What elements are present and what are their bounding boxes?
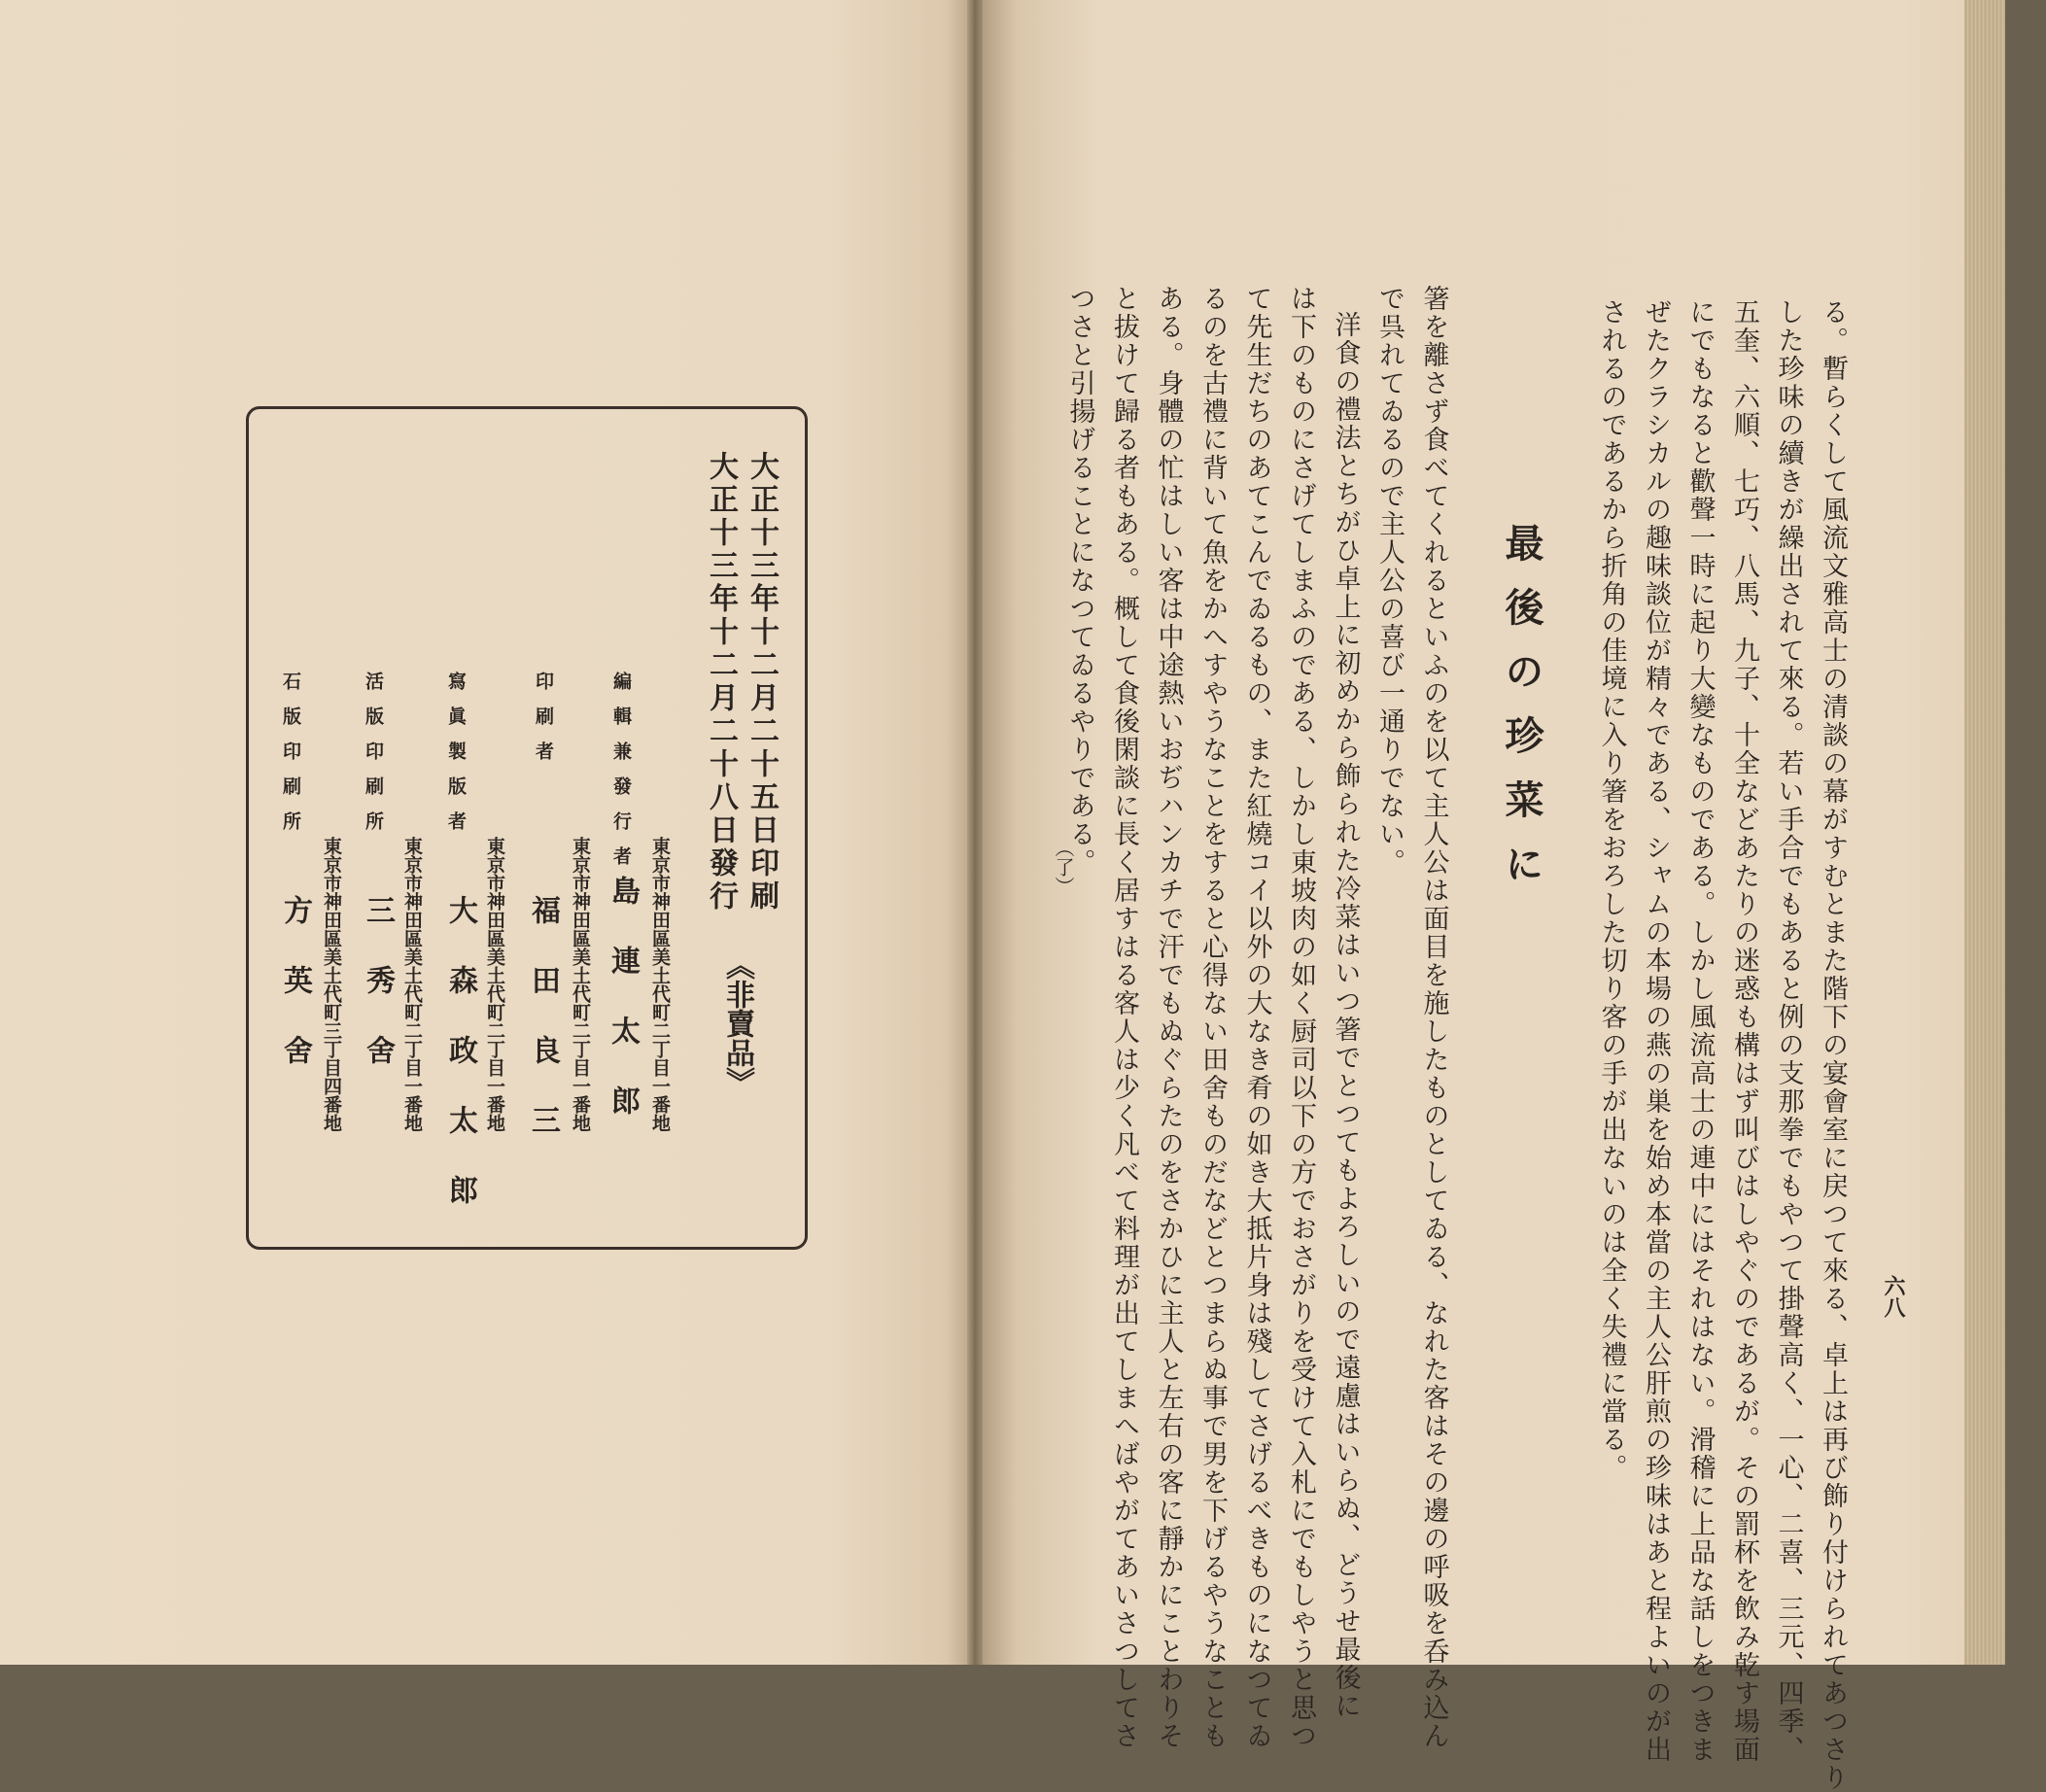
text-line: 洋食の禮法とちがひ卓上に初めから飾られた冷菜はいつ箸でとつてもよろしいので遠慮はいらぬ、どうせ最後に bbox=[1330, 311, 1361, 1720]
text-line: した珍味の續きが繰出されて來る。若い手合でもあると例の支那拳でもやつて掛聲高く、一心、二喜、三元、四季、 bbox=[1773, 298, 1804, 1764]
text-line: 箸を離さず食べてくれるといふのを以て主人公は面目を施したものとしてゐる、なれた客はその邊の呼吸を呑み込ん bbox=[1418, 285, 1449, 1750]
editor-address: 東京市神田區美土代町二丁目一番地 bbox=[649, 837, 671, 1132]
paragraph-1 bbox=[1589, 298, 1855, 1792]
print-date: 大正十三年十二月二十五日印刷 bbox=[745, 451, 779, 913]
printer-name: 福田良三 bbox=[526, 895, 560, 1175]
page-number: 六八 bbox=[1881, 1275, 1906, 1318]
photo-address: 東京市神田區美土代町二丁目一番地 bbox=[484, 837, 505, 1132]
text-line: つさと引揚げることになつてゐるやりである。 bbox=[1064, 285, 1095, 877]
text-line: 五奎、六順、七巧、八馬、九子、十全などあたりの迷惑も構はず叫びはしやぐのであるが。その罰杯を飲み乾す場面 bbox=[1729, 298, 1759, 1764]
printer-address: 東京市神田區美土代町二丁目一番地 bbox=[570, 837, 591, 1132]
type-name: 三秀舍 bbox=[361, 895, 395, 1105]
book-gutter bbox=[967, 0, 983, 1665]
photo-label: 寫眞製版者 bbox=[445, 672, 467, 846]
litho-name: 方英舍 bbox=[278, 895, 312, 1105]
text-line: にでもなると歡聲一時に起り大變なものである。しかし風流高士の連中にはそれはない。滑稽に上品な話しをつきま bbox=[1684, 298, 1716, 1764]
text-line: て先生だちのあてこんでゐるもの、また紅燒コイ以外の大なき肴の如き大抵片身は殘してさげるべきものになつてゐ bbox=[1241, 285, 1272, 1750]
paragraph-2 bbox=[1058, 285, 1456, 1750]
left-page bbox=[0, 0, 975, 1665]
editor-name: 島連太郎 bbox=[606, 876, 640, 1155]
text-line: る。暫らくして風流文雅高士の清談の幕がすむとまた階下の宴會室に戻つて來る、卓上は再び飾り付けられてあつさり bbox=[1818, 298, 1848, 1792]
text-line: で呉れてゐるので主人公の喜び一通りでない。 bbox=[1374, 285, 1404, 877]
not-for-sale-label: 《非賣品》 bbox=[720, 950, 754, 1096]
editor-label: 編輯兼發行者 bbox=[610, 672, 632, 881]
litho-label: 石版印刷所 bbox=[280, 672, 301, 846]
litho-address: 東京市神田區美土代町三丁目四番地 bbox=[321, 837, 342, 1132]
section-heading: 最後の珍菜に bbox=[1499, 523, 1544, 908]
page-edges bbox=[1964, 0, 2005, 1665]
text-line: るのを古禮に背いて魚をかへすやうなことをすると心得ない田舍ものだなどとつまらぬ事で男を下げるやうなことも bbox=[1197, 285, 1228, 1750]
colophon-box bbox=[246, 406, 808, 1250]
text-line: は下のものにさげてしまふのである、しかし東坡肉の如く厨司以下の方でおさがりを受けて入札にでもしやうと思つ bbox=[1286, 285, 1316, 1750]
text-line: と拔けて歸る者もある。概して食後閑談に長く居すはる客人は少く凡べて料理が出てしまへばやがてあいさつしてさ bbox=[1109, 285, 1139, 1750]
end-mark: （了） bbox=[1052, 838, 1075, 896]
type-label: 活版印刷所 bbox=[363, 672, 384, 846]
publish-date: 大正十三年十二月二十八日發行 bbox=[704, 451, 738, 913]
printer-label: 印刷者 bbox=[533, 672, 554, 776]
photo-name: 大森政太郎 bbox=[443, 895, 477, 1245]
text-line: ぜたクラシカルの趣味談位が精々である、シャムの本場の燕の巣を始め本當の主人公肝煎の珍味はあと程よいのが出 bbox=[1641, 298, 1671, 1764]
type-address: 東京市神田區美土代町二丁目一番地 bbox=[401, 837, 423, 1132]
text-line: されるのであるから折角の佳境に入り箸をおろした切り客の手が出ないのは全く失禮に當る。 bbox=[1596, 298, 1627, 1482]
text-line: ある。身體の忙はしい客は中途熱いおぢハンカチで汗でもぬぐらたのをさかひに主人と左右の客に靜かにことわりそ bbox=[1153, 285, 1184, 1750]
